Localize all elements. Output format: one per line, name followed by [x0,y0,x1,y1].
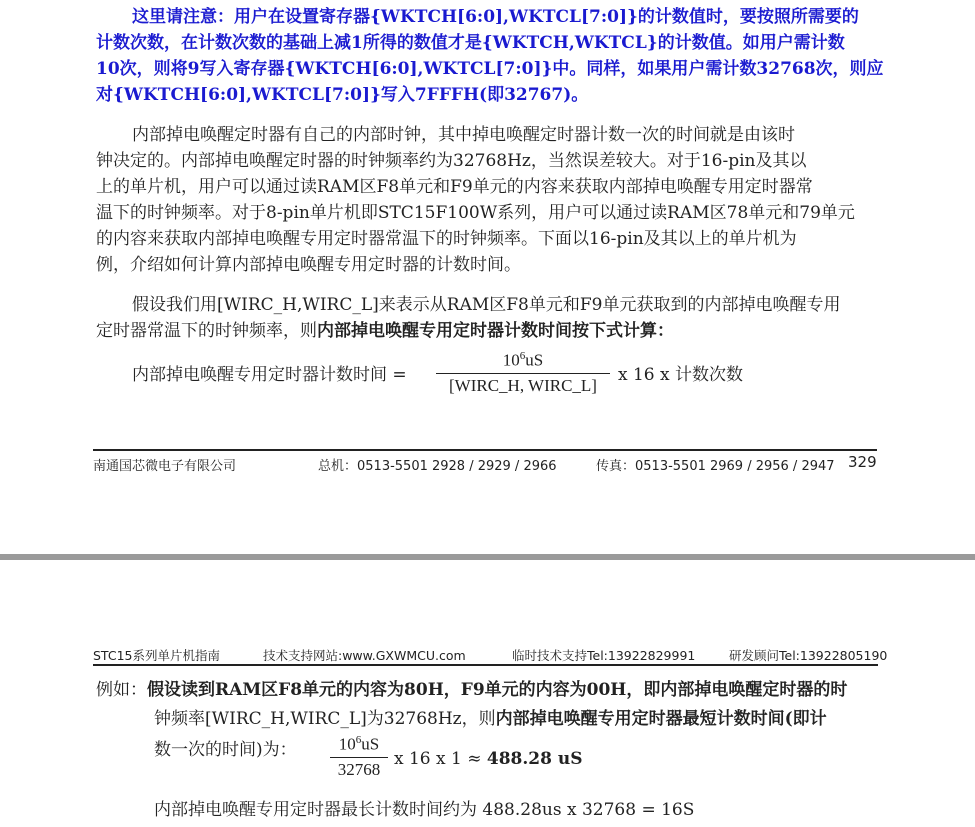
formula-fraction [436,350,610,396]
example-line-2-bold: 内部掉电唤醒专用定时器最短计数时间(即计 [495,709,827,729]
footer-fax: 传真：0513-5501 2969 / 2956 / 2947 [596,459,835,474]
para2-line-2-plain: 定时器常温下的时钟频率，则 [96,321,317,341]
para2-line-2 [96,318,674,344]
longest-time-line: 内部掉电唤醒专用定时器最长计数时间约为 488.28us x 32768 = 16S [154,800,695,820]
para1-line-1: 内部掉电唤醒定时器有自己的内部时钟，其中掉电唤醒定时器计数一次的时间就是由该时 [132,125,795,145]
formula-denominator: [WIRC_H, WIRC_L] [449,375,597,395]
formula2-fraction-bar [330,757,388,758]
formula2-fraction [330,734,388,780]
footer-company: 南通国芯微电子有限公司 [93,459,237,474]
formula-numerator: $10^6uS$ [502,350,544,370]
note-line-4: 对{WKTCH[6:0],WKTCL[7:0]}写入7FFFH(即32767)。 [96,85,589,105]
formula2-rhs-plain: x 16 x 1 ≈ [394,749,487,769]
example-label: 例如： [96,680,147,700]
para1-line-2: 钟决定的。内部掉电唤醒定时器的时钟频率约为32768Hz，当然误差较大。对于16-pin及其以 [96,151,807,171]
para1-line-5: 的内容来获取内部掉电唤醒专用定时器常温下的时钟频率。下面以16-pin及其以上的单片机为 [96,229,797,249]
header-website: 技术支持网站:www.GXWMCU.com [263,648,466,663]
para1-line-4: 温下的时钟频率。对于8-pin单片机即STC15F100W系列，用户可以通过读RAM区78单元和79单元 [96,203,855,223]
formula2-rhs [394,746,583,772]
para1-line-3: 上的单片机，用户可以通过读RAM区F8单元和F9单元的内容来获取内部掉电唤醒专用定时器常 [96,177,813,197]
example-line-1 [96,677,847,703]
formula-fraction-bar [436,373,610,374]
header-rule [93,664,878,666]
page-separator [0,554,975,560]
header-consultant: 研发顾问Tel:13922805190 [729,648,888,663]
para2-line-1: 假设我们用[WIRC_H,WIRC_L]来表示从RAM区F8单元和F9单元获取到的内部掉电唤醒专用 [132,295,841,315]
example-line-3: 数一次的时间)为： [154,740,297,760]
note-line-2: 计数次数，在计数次数的基础上减1所得的数值才是{WKTCH,WKTCL}的计数值。如用户需计数 [96,33,845,53]
formula2-denominator: 32768 [337,759,381,779]
page-number: 329 [848,453,877,471]
formula2-numerator: $10^6uS$ [338,734,380,754]
header-support: 临时技术支持Tel:13922829991 [512,648,696,663]
para2-line-2-bold: 内部掉电唤醒专用定时器计数时间按下式计算： [317,321,674,341]
note-line-3: 10次，则将9写入寄存器{WKTCH[6:0],WKTCL[7:0]}中。同样，如果用户需计数32768次，则应 [96,59,884,79]
formula-rhs: x 16 x 计数次数 [618,365,744,385]
example-line-2 [154,706,827,732]
footer-rule [93,449,877,451]
para1-line-6: 例，介绍如何计算内部掉电唤醒专用定时器的计数时间。 [96,255,521,275]
formula-lhs: 内部掉电唤醒专用定时器计数时间 = [132,365,407,385]
example-line-2-plain: 钟频率[WIRC_H,WIRC_L]为32768Hz，则 [154,709,496,729]
header-title: STC15系列单片机指南 [93,648,220,663]
example-line-1-text: 假设读到RAM区F8单元的内容为80H，F9单元的内容为00H，即内部掉电唤醒定时器的时 [147,680,848,700]
note-line-1: 这里请注意：用户在设置寄存器{WKTCH[6:0],WKTCL[7:0]}的计数值时，要按照所需要的 [132,7,859,27]
formula2-result: 488.28 uS [486,749,583,769]
footer-phone: 总机：0513-5501 2928 / 2929 / 2966 [318,459,557,474]
